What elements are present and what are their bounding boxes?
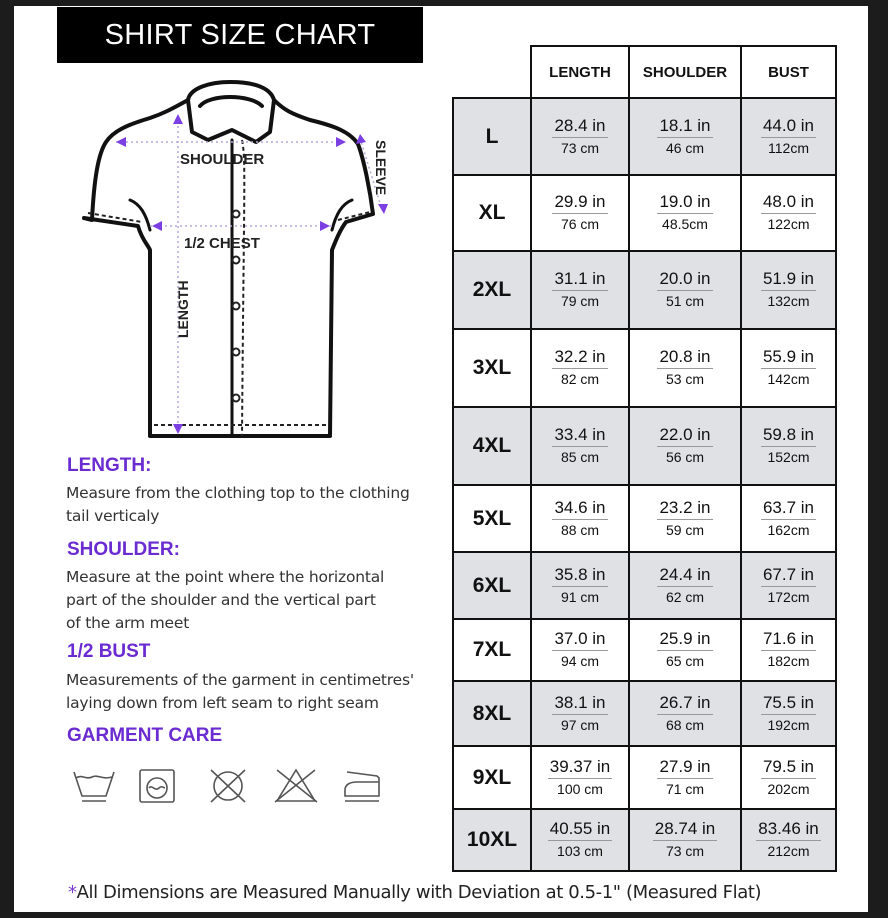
bust-inches: 55.9 in: [761, 347, 816, 369]
length-inches: 33.4 in: [552, 425, 607, 447]
shoulder-inches: 28.74 in: [653, 819, 718, 841]
bust-description: [66, 669, 446, 715]
length-inches: 35.8 in: [552, 565, 607, 587]
bust-cm: 112cm: [768, 139, 809, 156]
bust-cm: 172cm: [767, 588, 810, 605]
length-cm: 88 cm: [560, 521, 600, 538]
bust-cell: [741, 329, 836, 407]
length-cell: [531, 407, 629, 485]
length-cm: 79 cm: [560, 293, 600, 309]
desc-line: of the arm meet: [66, 614, 190, 632]
header-shoulder: SHOULDER: [629, 46, 741, 98]
length-cell: [531, 485, 629, 552]
shoulder-cell: [629, 552, 741, 619]
desc-line: laying down from left seam to right seam: [66, 694, 379, 712]
size-label: 10XL: [453, 809, 531, 871]
length-inches: 37.0 in: [552, 629, 607, 651]
shoulder-cm: 46 cm: [665, 139, 705, 156]
footnote-star: *: [68, 882, 77, 903]
size-label: 9XL: [453, 746, 531, 809]
length-cell: [531, 809, 629, 871]
bust-heading: 1/2 BUST: [67, 641, 151, 662]
bust-cm: 212cm: [767, 843, 810, 859]
shoulder-cell: [629, 485, 741, 552]
length-cell: [531, 681, 629, 746]
table-row: [453, 175, 836, 251]
length-cell: [531, 619, 629, 681]
length-cell: [531, 175, 629, 251]
bust-cm: 122cm: [767, 216, 810, 232]
desc-line: Measure from the clothing top to the clothing: [66, 484, 410, 502]
shoulder-inches: 20.0 in: [657, 269, 712, 291]
bust-cell: [741, 485, 836, 552]
shoulder-cm: 62 cm: [665, 588, 705, 605]
footnote-text: All Dimensions are Measured Manually with Deviation at 0.5-1" (Measured Flat): [76, 882, 762, 903]
length-heading: LENGTH:: [67, 455, 152, 476]
shoulder-inches: 19.0 in: [657, 192, 712, 214]
shoulder-cell: [629, 251, 741, 329]
shoulder-inches: 27.9 in: [657, 757, 712, 779]
table-row: [453, 552, 836, 619]
length-cell: [531, 552, 629, 619]
shoulder-cell: [629, 809, 741, 871]
length-cell: [531, 98, 629, 175]
bust-inches: 48.0 in: [761, 192, 816, 214]
shoulder-description: [66, 566, 446, 635]
shoulder-cell: [629, 619, 741, 681]
shoulder-inches: 20.8 in: [657, 347, 712, 369]
length-inches: 29.9 in: [552, 192, 607, 214]
length-inches: 34.6 in: [552, 498, 607, 520]
length-cm: 94 cm: [560, 653, 600, 669]
shoulder-cm: 73 cm: [665, 843, 705, 859]
shoulder-inches: 23.2 in: [657, 498, 712, 520]
table-row: [453, 681, 836, 746]
table-row: [453, 251, 836, 329]
length-label: LENGTH: [175, 280, 191, 338]
length-cm: 91 cm: [560, 588, 600, 605]
length-cm: 100 cm: [557, 780, 603, 797]
shoulder-cm: 51 cm: [665, 293, 705, 309]
footnote: [68, 882, 761, 903]
table-header-row: [453, 46, 836, 98]
shoulder-cell: [629, 681, 741, 746]
length-cell: [531, 251, 629, 329]
bust-inches: 59.8 in: [761, 425, 816, 447]
length-description: [66, 482, 446, 528]
shoulder-inches: 26.7 in: [657, 693, 712, 715]
bust-cm: 162cm: [767, 521, 810, 538]
shoulder-cell: [629, 175, 741, 251]
shoulder-cm: 59 cm: [665, 521, 705, 538]
length-cm: 73 cm: [560, 139, 600, 156]
length-inches: 31.1 in: [552, 269, 607, 291]
bust-cell: [741, 809, 836, 871]
bust-cell: [741, 746, 836, 809]
bust-cell: [741, 407, 836, 485]
bust-inches: 51.9 in: [761, 269, 816, 291]
bust-inches: 67.7 in: [761, 565, 816, 587]
shoulder-cm: 68 cm: [665, 716, 705, 733]
bust-inches: 75.5 in: [761, 693, 816, 715]
shoulder-cm: 71 cm: [665, 780, 705, 797]
bust-cm: 142cm: [767, 371, 810, 387]
header-bust: BUST: [741, 46, 836, 98]
size-label: 5XL: [453, 485, 531, 552]
shoulder-label: SHOULDER: [180, 151, 265, 168]
size-table: [452, 45, 837, 872]
table-row: [453, 746, 836, 809]
bust-inches: 79.5 in: [761, 757, 816, 779]
do-not-bleach-icon: [273, 768, 319, 804]
desc-line: Measurements of the garment in centimetres': [66, 671, 414, 689]
shoulder-cell: [629, 98, 741, 175]
shoulder-cm: 56 cm: [665, 449, 705, 465]
size-label: 2XL: [453, 251, 531, 329]
length-inches: 38.1 in: [552, 693, 607, 715]
desc-line: part of the shoulder and the vertical part: [66, 591, 376, 609]
do-not-dry-clean-icon: [208, 768, 248, 804]
length-inches: 39.37 in: [548, 757, 613, 779]
bust-cm: 192cm: [767, 716, 810, 733]
length-cm: 76 cm: [560, 216, 600, 232]
size-label: 4XL: [453, 407, 531, 485]
size-rows: [453, 98, 836, 871]
length-cm: 82 cm: [560, 371, 600, 387]
shoulder-cell: [629, 407, 741, 485]
shoulder-cell: [629, 329, 741, 407]
shoulder-cell: [629, 746, 741, 809]
length-cm: 85 cm: [560, 449, 600, 465]
bust-cm: 202cm: [767, 780, 810, 797]
bust-inches: 63.7 in: [761, 498, 816, 520]
shoulder-heading: SHOULDER:: [67, 539, 180, 560]
size-label: 6XL: [453, 552, 531, 619]
shoulder-inches: 18.1 in: [657, 116, 712, 138]
bust-cell: [741, 619, 836, 681]
bust-cell: [741, 552, 836, 619]
bust-cm: 182cm: [767, 653, 810, 669]
iron-icon: [343, 768, 383, 804]
garment-care-heading: GARMENT CARE: [67, 725, 223, 746]
shoulder-inches: 22.0 in: [657, 425, 712, 447]
hand-wash-icon: [72, 768, 116, 804]
shoulder-inches: 24.4 in: [657, 565, 712, 587]
table-row: [453, 407, 836, 485]
shoulder-inches: 25.9 in: [657, 629, 712, 651]
page-title: SHIRT SIZE CHART: [57, 7, 423, 63]
table-row: [453, 809, 836, 871]
size-label: XL: [453, 175, 531, 251]
length-inches: 28.4 in: [552, 116, 607, 138]
bust-cm: 152cm: [767, 449, 810, 465]
bust-inches: 44.0 in: [761, 116, 816, 138]
size-label: 8XL: [453, 681, 531, 746]
size-label: L: [453, 98, 531, 175]
length-inches: 32.2 in: [552, 347, 607, 369]
size-label: 3XL: [453, 329, 531, 407]
desc-line: Measure at the point where the horizontal: [66, 568, 385, 586]
table-row: [453, 619, 836, 681]
table-row: [453, 485, 836, 552]
shirt-diagram: [70, 80, 410, 450]
table-row: [453, 98, 836, 175]
length-cell: [531, 329, 629, 407]
chest-label: 1/2 CHEST: [184, 235, 260, 252]
bust-cell: [741, 251, 836, 329]
length-cell: [531, 746, 629, 809]
desc-line: tail verticaly: [66, 507, 160, 525]
bust-inches: 83.46 in: [756, 819, 821, 841]
table-corner: [453, 46, 531, 98]
tumble-dry-icon: [138, 768, 178, 804]
size-label: 7XL: [453, 619, 531, 681]
length-inches: 40.55 in: [548, 819, 613, 841]
bust-cell: [741, 681, 836, 746]
shoulder-cm: 65 cm: [665, 653, 705, 669]
bust-inches: 71.6 in: [761, 629, 816, 651]
sleeve-label: SLEEVE: [373, 140, 389, 196]
bust-cm: 132cm: [767, 293, 810, 309]
bust-cell: [741, 98, 836, 175]
length-cm: 103 cm: [557, 843, 603, 859]
bust-cell: [741, 175, 836, 251]
header-length: LENGTH: [531, 46, 629, 98]
shoulder-cm: 53 cm: [665, 371, 705, 387]
length-cm: 97 cm: [560, 716, 600, 733]
table-row: [453, 329, 836, 407]
shoulder-cm: 48.5cm: [662, 216, 708, 232]
